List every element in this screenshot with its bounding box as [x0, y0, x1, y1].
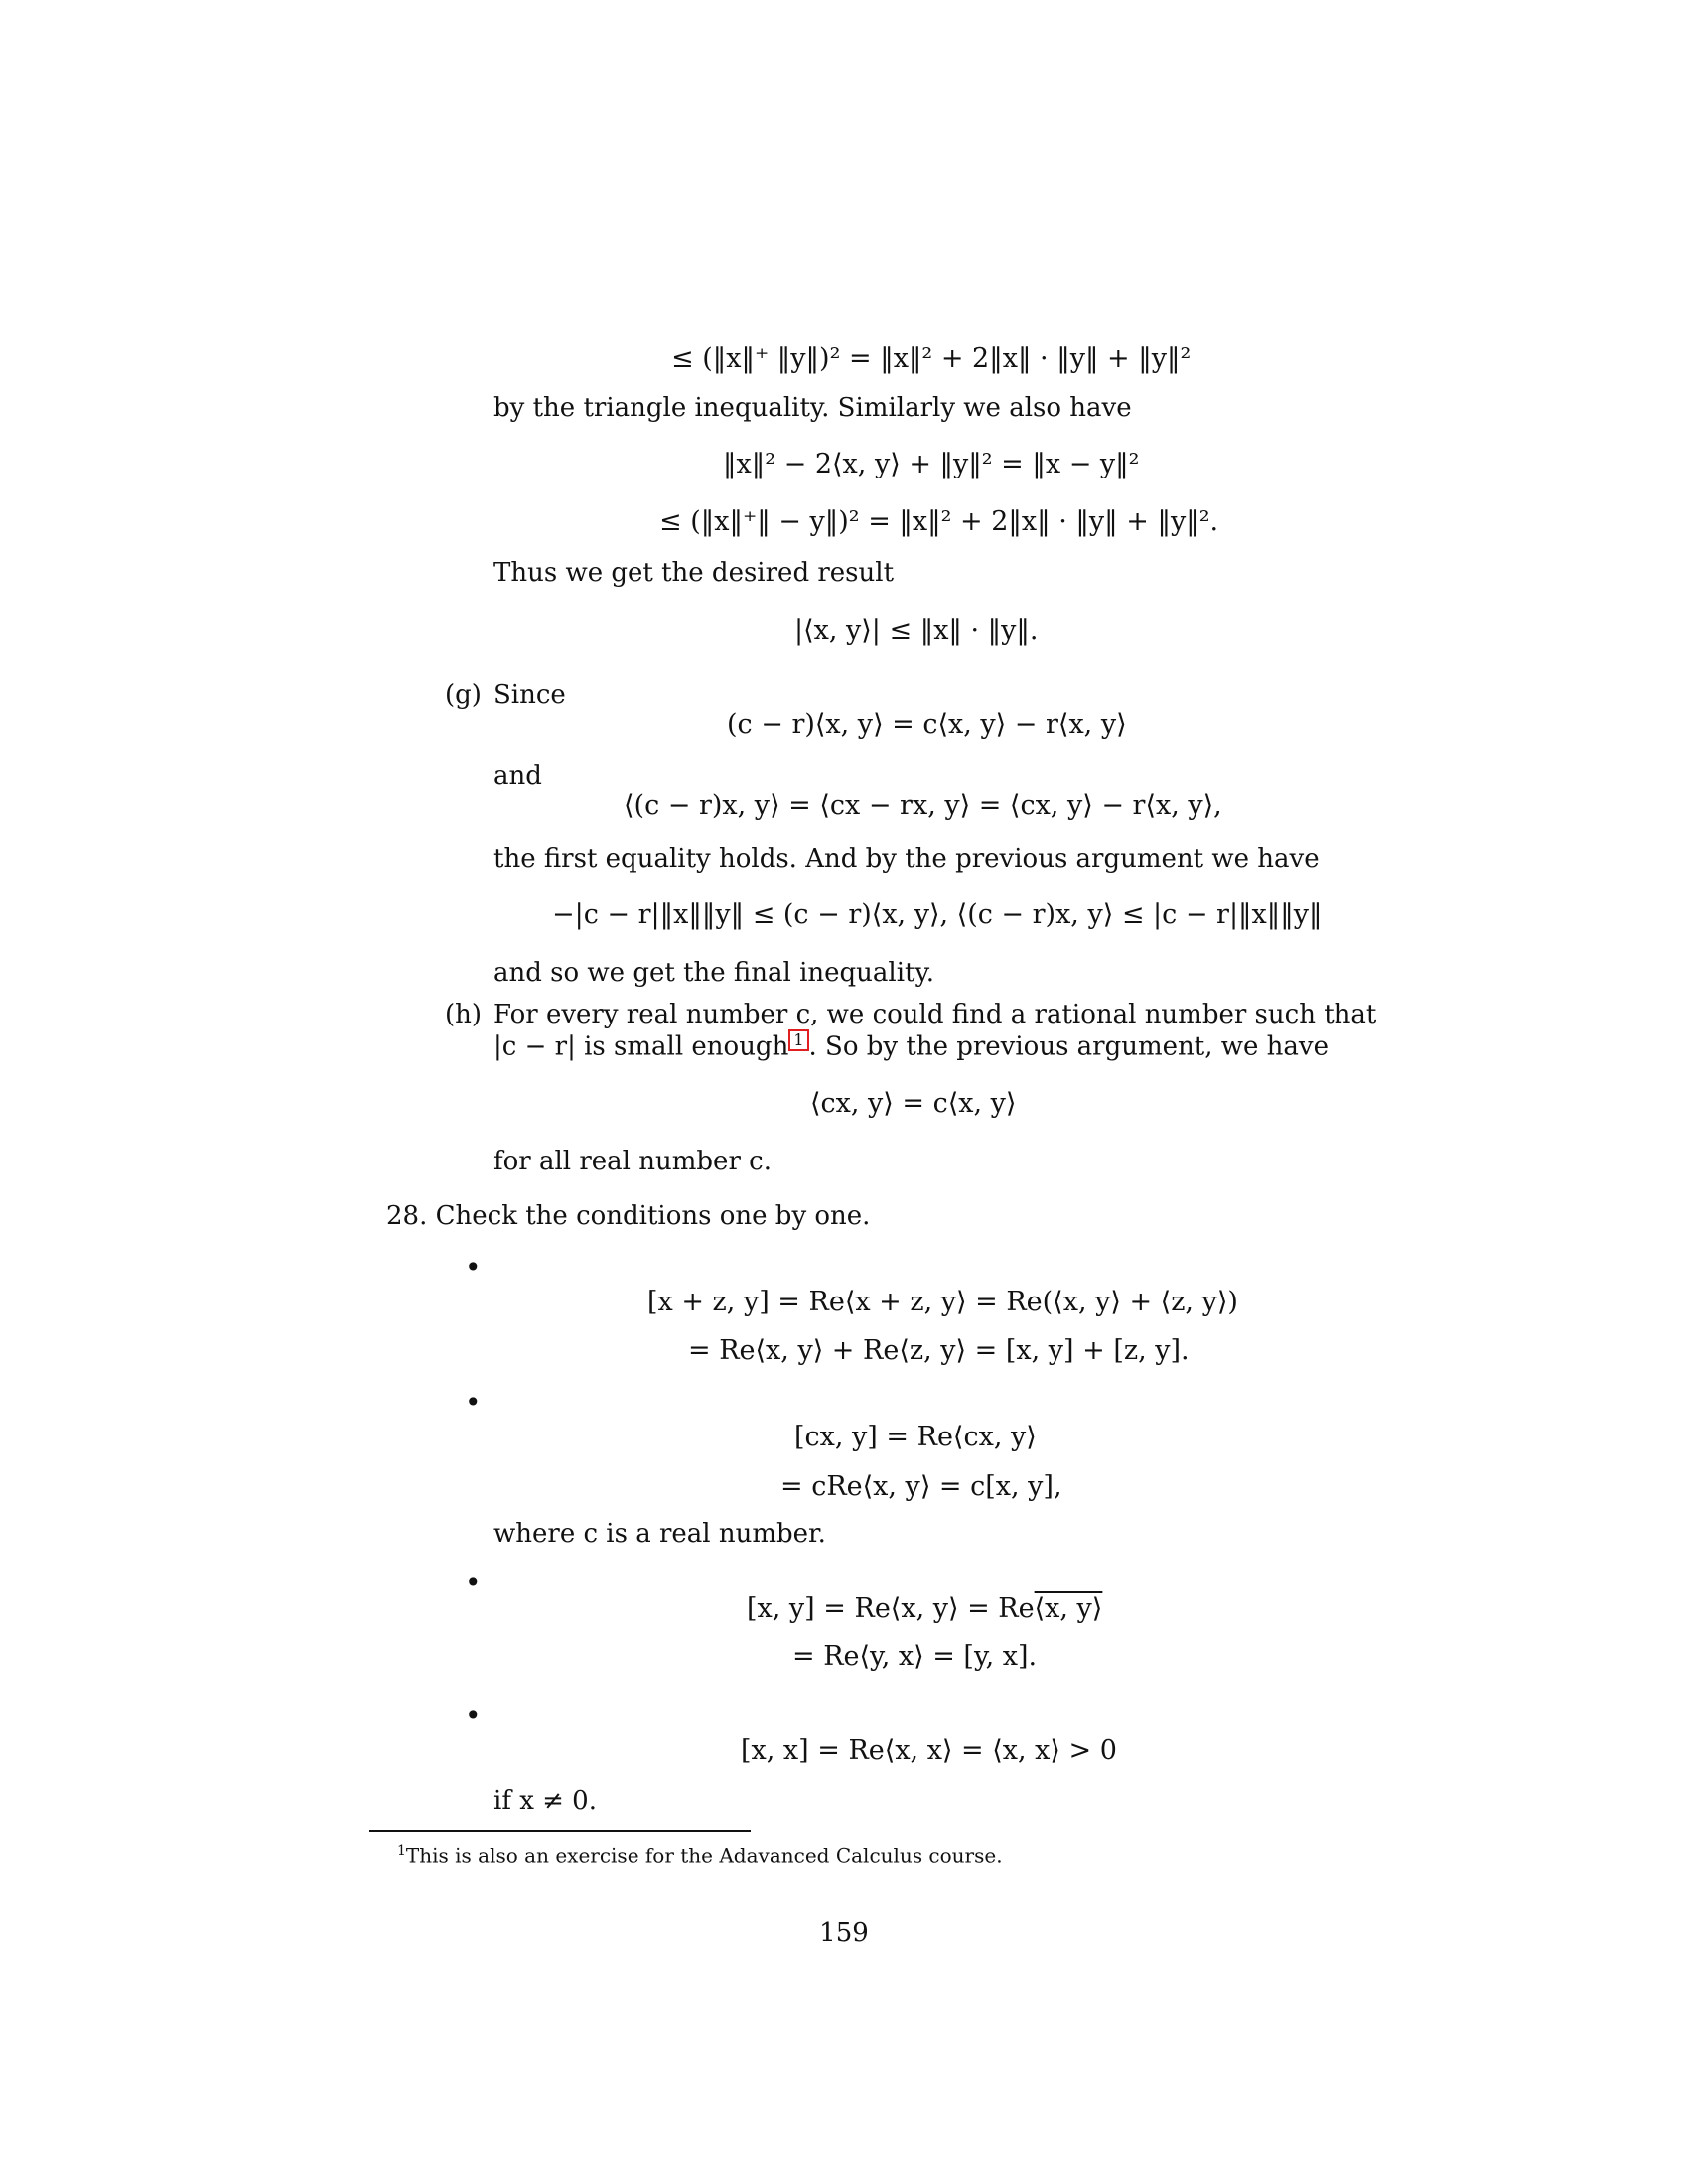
conjugate-span: ⟨x, y⟩: [1034, 1593, 1103, 1624]
footnote-mark: 1: [397, 1843, 406, 1859]
equation-line: [x, x] = Re⟨x, x⟩ = ⟨x, x⟩ > 0: [741, 1735, 1117, 1766]
equation-line: [747, 1591, 1102, 1627]
text-line: and: [493, 761, 542, 791]
text-line: and so we get the final inequality.: [493, 958, 934, 988]
item-label-h: (h): [445, 1000, 483, 1029]
text-line: if x ≠ 0.: [493, 1786, 597, 1816]
equation-line: = Re⟨x, y⟩ + Re⟨z, y⟩ = [x, y] + [z, y].: [688, 1335, 1190, 1366]
item-28: 28. Check the conditions one by one.: [386, 1201, 871, 1231]
text-line: the first equality holds. And by the previous argument we have: [493, 844, 1320, 874]
text-span: |c − r| is small enough: [493, 1031, 789, 1062]
footnote-rule: [369, 1830, 751, 1832]
footnote: [397, 1839, 1003, 1869]
bullet: •: [465, 1251, 482, 1284]
footnote-text: This is also an exercise for the Adavanced Calculus course.: [405, 1843, 1003, 1868]
text-line: by the triangle inequality. Similarly we also have: [493, 393, 1132, 423]
text-line: where c is a real number.: [493, 1519, 826, 1549]
text-line: [493, 1029, 1329, 1064]
equation-line: [cx, y] = Re⟨cx, y⟩: [794, 1422, 1037, 1452]
equation-line: ≤ (‖x‖⁺‖ − y‖)² = ‖x‖² + 2‖x‖ · ‖y‖ + ‖y‖².: [659, 506, 1219, 537]
text-span: [x, y] = Re⟨x, y⟩ = Re: [747, 1593, 1035, 1624]
text-line: Thus we get the desired result: [493, 558, 895, 588]
equation-line: |⟨x, y⟩| ≤ ‖x‖ · ‖y‖.: [794, 615, 1039, 646]
equation-line: (c − r)⟨x, y⟩ = c⟨x, y⟩ − r⟨x, y⟩: [727, 709, 1127, 740]
bullet: •: [465, 1567, 482, 1599]
text-span: . So by the previous argument, we have: [808, 1031, 1329, 1062]
equation-line: ⟨(c − r)x, y⟩ = ⟨cx − rx, y⟩ = ⟨cx, y⟩ − r⟨x, y⟩,: [624, 790, 1222, 821]
equation-line: = Re⟨y, x⟩ = [y, x].: [792, 1641, 1038, 1672]
item-label-g: (g): [445, 680, 482, 710]
bullet: •: [465, 1386, 482, 1419]
equation-line: ‖x‖² − 2⟨x, y⟩ + ‖y‖² = ‖x − y‖²: [723, 449, 1140, 479]
equation-line: −|c − r|‖x‖‖y‖ ≤ (c − r)⟨x, y⟩, ⟨(c − r)x, y⟩ ≤ |c − r|‖x‖‖y‖: [552, 899, 1323, 930]
footnote-link[interactable]: 1: [788, 1029, 808, 1051]
page-number: 159: [819, 1918, 869, 1948]
text-line: for all real number c.: [493, 1147, 772, 1176]
equation-line: ≤ (‖x‖⁺ ‖y‖)² = ‖x‖² + 2‖x‖ · ‖y‖ + ‖y‖²: [671, 343, 1192, 374]
equation-line: = cRe⟨x, y⟩ = c[x, y],: [780, 1471, 1062, 1502]
text-line: Since: [493, 680, 566, 710]
equation-line: ⟨cx, y⟩ = c⟨x, y⟩: [810, 1088, 1017, 1119]
text-line: For every real number c, we could find a rational number such that: [493, 1000, 1377, 1029]
equation-line: [x + z, y] = Re⟨x + z, y⟩ = Re(⟨x, y⟩ + ⟨z, y⟩): [647, 1287, 1238, 1317]
bullet: •: [465, 1700, 482, 1732]
